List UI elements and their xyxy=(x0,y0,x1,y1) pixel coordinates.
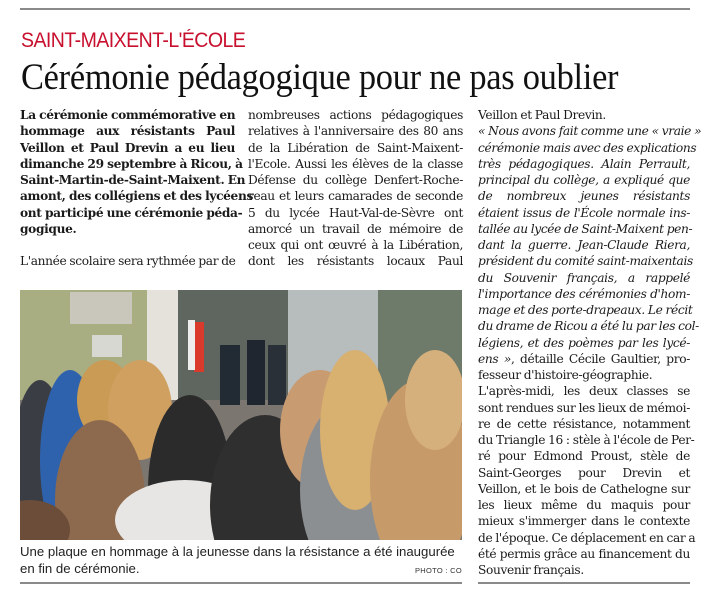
text-line: fesseur d'histoire-géographie. xyxy=(478,368,653,382)
article-column-2 xyxy=(248,107,463,270)
text-line: étaient issus de l'École normale ins- xyxy=(478,205,690,220)
text-line: Souvenir français. xyxy=(478,563,584,577)
top-rule xyxy=(20,8,690,10)
text-line: de nombreux jeunes résistants xyxy=(478,189,690,204)
section-kicker: SAINT-MAIXENT-L'ÉCOLE xyxy=(21,29,246,52)
text-line: reau et leurs camarades de seconde xyxy=(248,189,463,204)
bottom-rule-left xyxy=(20,582,462,584)
text-line: du Triangle 16 : stèle à l'école de Per- xyxy=(478,433,695,447)
text-line: mage et des porte-drapeaux. Le récit xyxy=(478,303,693,317)
quote-end: ens » xyxy=(478,351,511,366)
text-line: Saint-Georges pour Drevin et xyxy=(478,465,690,480)
text-line: La cérémonie commémorative en xyxy=(20,108,236,122)
text-line: du drame de Ricou a été lu par les col- xyxy=(478,319,699,334)
text-line: Veillon et Paul Drevin a eu lieu xyxy=(20,140,235,155)
text-line: amorcé un travail de mémoire de xyxy=(248,221,463,236)
photo-caption: Une plaque en hommage à la jeunesse dans la résistance a été inaugurée en fin de cérémonie. xyxy=(20,544,455,576)
text-line: tallée au lycée de Saint-Maixent pen- xyxy=(478,221,693,236)
text-line: L'année scolaire sera rythmée par de xyxy=(20,254,236,269)
text-line: dont les résistants locaux Paul xyxy=(248,254,463,269)
bottom-rule-right xyxy=(478,582,690,584)
text-line: légiens, et des poèmes par les lycé- xyxy=(478,335,690,350)
text-line: les lieux même du maquis pour xyxy=(478,498,690,512)
article-column-1 xyxy=(20,107,253,270)
text-line: très pédagogiques. Alain Perrault, xyxy=(478,156,690,171)
text-line: l'importance des cérémonies d'hom- xyxy=(478,286,690,301)
text-line: l'Ecole. Aussi les élèves de la classe xyxy=(248,156,463,171)
text-line: relatives à l'anniversaire des 80 ans xyxy=(248,124,463,139)
text-line: Défense du collège Denfert-Roche- xyxy=(248,173,463,187)
text-line: mieux s'immerger dans le contexte xyxy=(478,514,690,529)
text-line: président du comité saint-maixentais xyxy=(478,254,693,269)
text-segment: , détaille Cécile Gaultier, pro- xyxy=(510,351,690,366)
paragraph-break xyxy=(20,237,235,253)
text-line: gogique. xyxy=(20,221,77,236)
text-line: ré pour Edmond Proust, stèle de xyxy=(478,449,690,464)
text-line: Saint-Martin-de-Saint-Maixent. En xyxy=(20,173,246,187)
ceremony-photo-image xyxy=(20,290,462,540)
text-line: principal du collège, a expliqué que xyxy=(478,173,690,187)
text-line: été permis grâce au financement du xyxy=(478,546,690,561)
text-line: sont rendues sur les lieux de mémoi- xyxy=(478,400,690,415)
text-line: ont participé une cérémonie péda- xyxy=(20,205,243,220)
text-line: re de cette résistance, notamment xyxy=(478,416,690,431)
photo-credit: PHOTO : CO xyxy=(414,566,462,575)
text-line: de la Libération de Saint-Maixent- xyxy=(248,140,463,155)
text-line: ceux qui ont œuvré à la Libération, xyxy=(248,238,463,252)
text-line: amont, des collégiens et des lycéens xyxy=(20,189,253,204)
text-line: cérémonie mais avec des explications xyxy=(478,140,697,155)
text-line: « Nous avons fait comme une « vraie » xyxy=(478,124,702,139)
text-line: 5 du lycée Haut-Val-de-Sèvre ont xyxy=(248,205,463,220)
article-column-3 xyxy=(478,107,702,578)
text-line: Veillon, et le bois de Cathelogne sur xyxy=(478,481,690,496)
text-line: dant la guerre. Jean-Claude Riera, xyxy=(478,238,690,252)
headline: Cérémonie pédagogique pour ne pas oublier xyxy=(21,57,619,98)
text-line: dimanche 29 septembre à Ricou, à xyxy=(20,156,243,171)
text-line: de l'époque. Ce déplacement en car a xyxy=(478,530,696,545)
text-line xyxy=(478,351,690,367)
text-line: L'après-midi, les deux classes se xyxy=(478,384,690,399)
text-line: du Souvenir français, a rappelé xyxy=(478,270,690,285)
text-line: Veillon et Paul Drevin. xyxy=(478,108,606,122)
article-photo xyxy=(20,290,462,540)
text-line: nombreuses actions pédagogiques xyxy=(248,108,463,122)
text-line: hommage aux résistants Paul xyxy=(20,124,235,139)
